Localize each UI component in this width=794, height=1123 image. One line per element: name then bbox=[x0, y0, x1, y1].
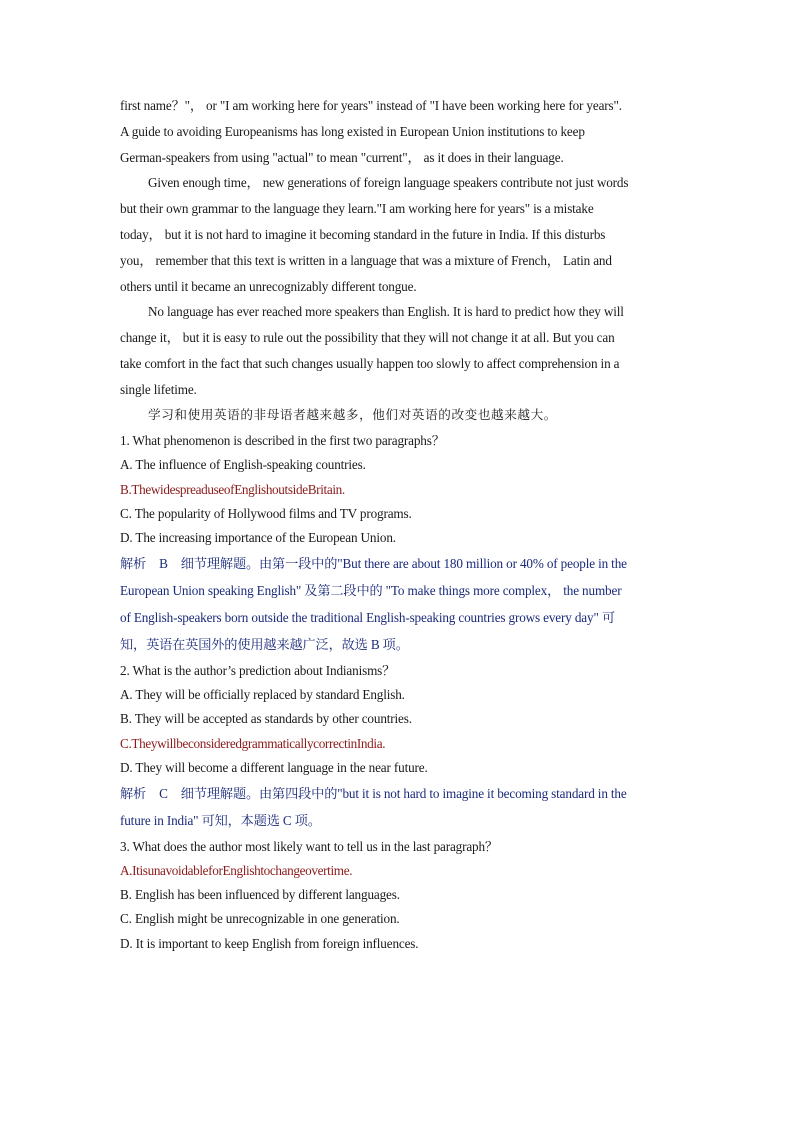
option-c: C. English might be unrecognizable in one generation. bbox=[120, 911, 400, 927]
text-line: change it， but it is easy to rule out the possibility that they will not change it at all. But you can bbox=[120, 330, 615, 346]
option-a: A. They will be officially replaced by standard English. bbox=[120, 687, 405, 703]
question-2 bbox=[120, 658, 680, 834]
text-line: German-speakers from using "actual" to mean "current"， as it does in their language. bbox=[120, 149, 564, 165]
text-line: Given enough time， new generations of foreign language speakers contribute not just words bbox=[148, 175, 629, 191]
text-line: single lifetime. bbox=[120, 381, 197, 397]
option-b: B. They will be accepted as standards by other countries. bbox=[120, 711, 412, 727]
text-line: No language has ever reached more speakers than English. It is hard to predict how they will bbox=[148, 304, 624, 320]
option-b: B. English has been influenced by different languages. bbox=[120, 887, 400, 903]
question-1 bbox=[120, 428, 680, 658]
option-b-correct: B.ThewidespreaduseofEnglishoutsideBritain. bbox=[120, 481, 345, 497]
question-stem: 2. What is the author’s prediction about Indianisms？ bbox=[120, 663, 396, 679]
option-a: A. The influence of English-speaking countries. bbox=[120, 457, 366, 473]
passage-summary: 学习和使用英语的非母语者越来越多，他们对英语的改变也越来越大。 bbox=[148, 407, 558, 422]
answer-explanation bbox=[120, 550, 680, 658]
question-stem: 3. What does the author most likely want to tell us in the last paragraph？ bbox=[120, 838, 498, 854]
text-line: first name？"， or "I am working here for years" instead of "I have been working here for years". bbox=[120, 98, 622, 113]
text-line: today， but it is not hard to imagine it becoming standard in the future in India. If this disturbs bbox=[120, 226, 606, 242]
text-line: you， remember that this text is written in a language that was a mixture of French， Latin and bbox=[120, 252, 612, 268]
text-line: others until it became an unrecognizably different tongue. bbox=[120, 278, 417, 294]
explanation-line: 解析 C 细节理解题。由第四段中的"but it is not hard to imagine it becoming standard in the bbox=[120, 785, 627, 801]
paragraph-3 bbox=[120, 299, 680, 402]
option-c: C. The popularity of Hollywood films and TV programs. bbox=[120, 505, 412, 521]
question-3 bbox=[120, 834, 680, 956]
explanation-line: European Union speaking English" 及第二段中的 "To make things more complex， the number bbox=[120, 583, 622, 599]
text-line: but their own grammar to the language they learn."I am working here for years" is a mistake bbox=[120, 201, 594, 217]
document-page bbox=[120, 93, 680, 956]
explanation-line: 解析 B 细节理解题。由第一段中的"But there are about 180 million or 40% of people in the bbox=[120, 556, 627, 572]
paragraph-1 bbox=[120, 93, 680, 170]
option-c-correct: C.TheywillbeconsideredgrammaticallycorrectinIndia. bbox=[120, 735, 386, 751]
question-stem: 1. What phenomenon is described in the first two paragraphs？ bbox=[120, 433, 445, 449]
explanation-line: future in India" 可知，本题选 C 项。 bbox=[120, 812, 321, 828]
paragraph-2 bbox=[120, 170, 680, 299]
answer-explanation bbox=[120, 780, 680, 834]
option-d: D. The increasing importance of the European Union. bbox=[120, 529, 396, 545]
text-line: take comfort in the fact that such changes usually happen too slowly to affect comprehension in a bbox=[120, 355, 620, 371]
option-d: D. They will become a different language in the near future. bbox=[120, 759, 428, 775]
text-line: A guide to avoiding Europeanisms has long existed in European Union institutions to keep bbox=[120, 123, 585, 139]
explanation-line: of English-speakers born outside the traditional English-speaking countries grows every day" 可 bbox=[120, 610, 615, 626]
option-d: D. It is important to keep English from foreign influences. bbox=[120, 935, 419, 951]
explanation-line: 知，英语在英国外的使用越来越广泛，故选 B 项。 bbox=[120, 637, 409, 653]
option-a-correct: A.ItisunavoidableforEnglishtochangeovertime. bbox=[120, 862, 353, 878]
